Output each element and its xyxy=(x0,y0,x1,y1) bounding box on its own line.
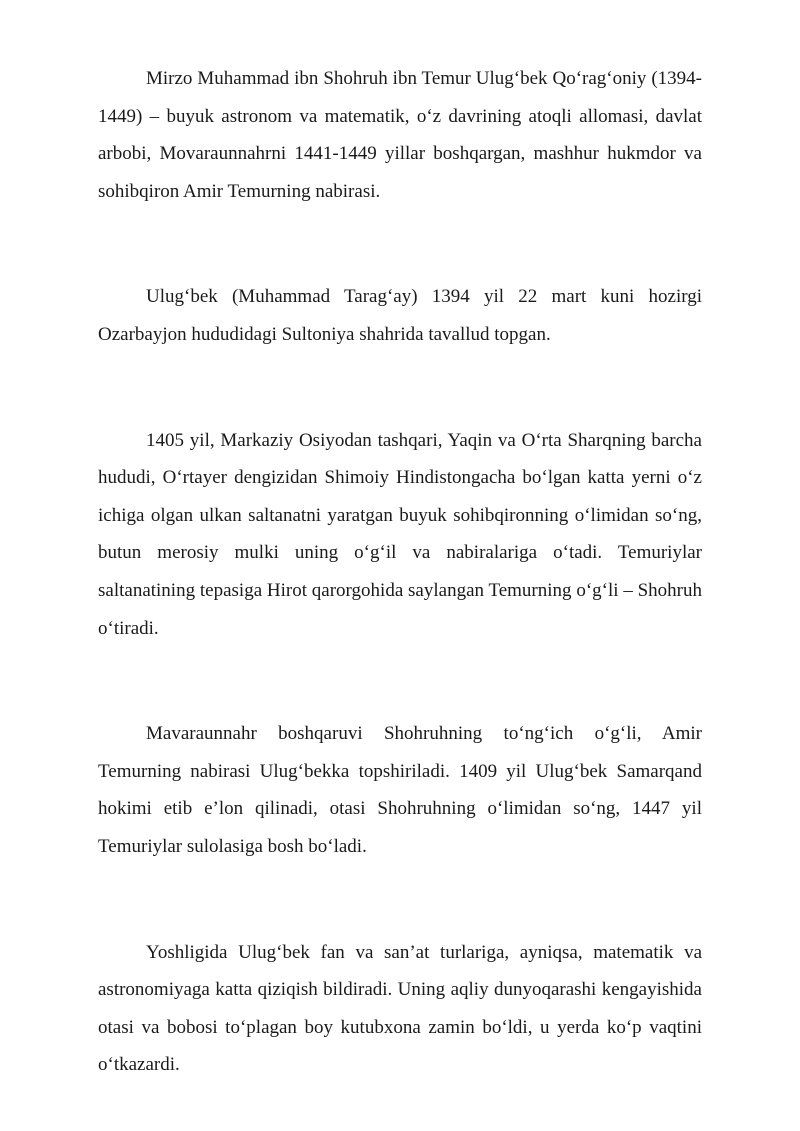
paragraph-4: Mavaraunnahr boshqaruvi Shohruhning to‘ng‘ich o‘g‘li, Amir Temurning nabirasi Ulug‘bekka topshiriladi. 1409 yil Ulug‘bek Samarqand hokimi etib e’lon qilinadi, otasi Shohruhning o‘limidan so‘ng, 1447 yil Temuriylar sulolasiga bosh bo‘ladi. xyxy=(98,723,702,857)
paragraph-5: Yoshligida Ulug‘bek fan va san’at turlariga, ayniqsa, matematik va astronomiyaga katta qiziqish bildiradi. Uning aqliy dunyoqarashi kengayishida otasi va bobosi to‘plagan boy kutubxona zamin bo‘ldi, u yerda ko‘p vaqtini o‘tkazardi. xyxy=(98,941,702,1076)
paragraph-2: Ulug‘bek (Muhammad Tarag‘ay) 1394 yil 22 mart kuni hozirgi Ozarbayjon hududidagi Sultoniya shahrida tavallud topgan. xyxy=(98,286,702,345)
paragraph-3: 1405 yil, Markaziy Osiyodan tashqari, Yaqin va O‘rta Sharqning barcha hududi, O‘rtayer dengizidan Shimoiy Hindistongacha bo‘lgan katta yerni o‘z ichiga olgan ulkan saltanatni yaratgan buyuk sohibqironning o‘limidan so‘ng, butun merosiy mulki uning o‘g‘il va nabiralariga o‘tadi. Temuriylar saltanatining tepasiga Hirot qarorgohida saylangan Temurning o‘g‘li – Shohruh o‘tiradi. xyxy=(98,429,702,639)
paragraph-1: Mirzo Muhammad ibn Shohruh ibn Temur Ulug‘bek Qo‘rag‘oniy (1394-1449) – buyuk astronom va matematik, o‘z davrining atoqli allomasi, davlat arbobi, Movaraunnahrni 1441-1449 yillar boshqargan, mashhur hukmdor va sohibqiron Amir Temurning nabirasi. xyxy=(98,68,702,202)
